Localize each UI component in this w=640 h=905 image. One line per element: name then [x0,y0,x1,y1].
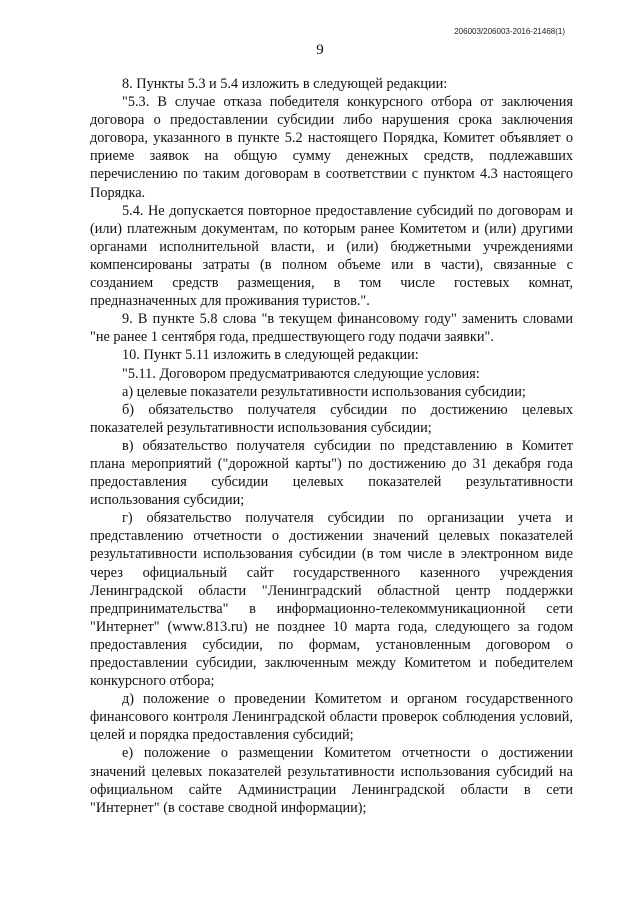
document-id: 206003/206003-2016-21468(1) [454,27,565,36]
paragraph-5-3: "5.3. В случае отказа победителя конкурсного отбора от заключения договора о предоставлении субсидии либо нарушения срока заключения договора, указанного в пункте 5.2 настоящего Порядка, Комитет объявляет о приеме заявок на общую сумму денежных средств, подлежавших перечислению по таким договорам в соответствии с пунктом 4.3 настоящего Порядка. [90,94,573,201]
condition-d: д) положение о проведении Комитетом и органом государственного финансового контроля Ленинградской области проверок соблюдения условий, целей и порядка предоставления субсидий; [90,691,573,744]
condition-b: б) обязательство получателя субсидии по достижению целевых показателей результативности использования субсидии; [90,401,573,436]
paragraph-10: 10. Пункт 5.11 изложить в следующей редакции: [122,347,419,364]
paragraph-9: 9. В пункте 5.8 слова "в текущем финансовому году" заменить словами "не ранее 1 сентября года, предшествующего году подачи заявки". [90,311,573,346]
page-number: 9 [316,42,324,58]
document-body [90,75,573,817]
condition-e: е) положение о размещении Комитетом отчетности о достижении значений целевых показателей результативности использования субсидий на официальном сайте Администрации Ленинградской области в сети "Интернет" (в составе сводной информации); [90,745,573,816]
paragraph-5-4: 5.4. Не допускается повторное предоставление субсидий по договорам и (или) платежным документам, по которым ранее Комитетом и (или) другими органами исполнительной власти, и (или) бюджетными учреждениями компенсированы затраты (в полном объеме или в части), связанные с созданием средств размещения, в том числе гостевых комнат, предназначенных для проживания туристов.". [90,202,573,310]
condition-a: а) целевые показатели результативности использования субсидии; [122,383,526,400]
paragraph-8: 8. Пункты 5.3 и 5.4 изложить в следующей редакции: [122,76,448,92]
condition-v: в) обязательство получателя субсидии по представлению в Комитет плана мероприятий ("дорожной карты") по достижению до 31 декабря года предоставления субсидии целевых показателей результативности использования субсидии; [90,437,573,509]
condition-g: г) обязательство получателя субсидии по организации учета и представлению отчетности о достижении значений целевых показателей результативности использования субсидии (в том числе в электронном виде через официальный сайт государственного казенного учреждения Ленинградской области "Ленинградский областной центр поддержки предпринимательства" в информационно-телекоммуникационной сети "Интернет" (www.813.ru) не позднее 10 марта года, следующего за годом предоставления субсидии, по формам, установленным договором о предоставлении субсидии, заключенным между Комитетом и победителем конкурсного отбора; [90,510,573,690]
paragraph-5-11: "5.11. Договором предусматриваются следующие условия: [122,365,480,382]
